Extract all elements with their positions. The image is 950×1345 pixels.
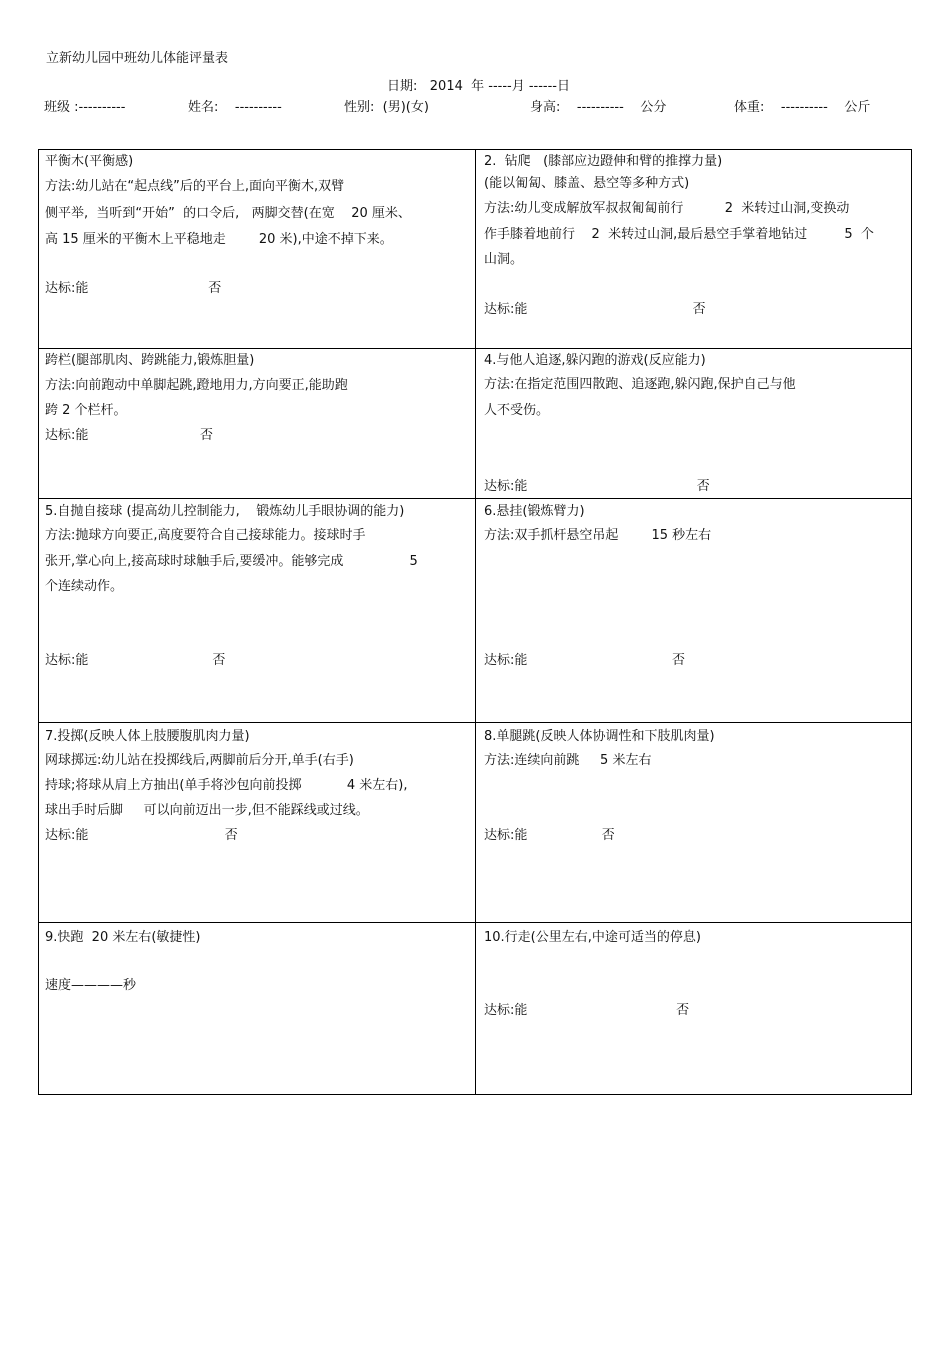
item-title: 7.投掷(反映人体上肢腰腹肌肉力量) — [45, 729, 250, 744]
item-title: 4.与他人追逐,躲闪跑的游戏(反应能力) — [484, 353, 706, 368]
item-method-line: 张开,掌心向上,接高球时球触手后,要缓冲。能够完成 5 — [45, 554, 418, 569]
item-method-line: (能以匍匐、膝盖、悬空等多种方式) — [484, 176, 690, 191]
item-standard: 达标:能 否 — [484, 479, 710, 494]
item-title: 平衡木(平衡感) — [45, 154, 134, 169]
item-title: 5.自抛自接球 (提高幼儿控制能力, 锻炼幼儿手眼协调的能力) — [45, 504, 405, 519]
item-standard: 达标:能 否 — [45, 281, 222, 296]
item-method-line: 方法:双手抓杆悬空吊起 15 秒左右 — [484, 528, 712, 543]
item-method-line: 持球;将球从肩上方抽出(单手将沙包向前投掷 4 米左右), — [45, 778, 408, 793]
gender-field: 性别: (男)(女) — [344, 100, 429, 115]
item-method-line: 方法:向前跑动中单脚起跳,蹬地用力,方向要正,能助跑 — [45, 378, 348, 393]
item-title: 跨栏(腿部肌肉、跨跳能力,锻炼胆量) — [45, 353, 255, 368]
item-method-line: 方法:幼儿站在“起点线”后的平台上,面向平衡木,双臂 — [45, 179, 345, 194]
item-standard: 达标:能 否 — [484, 1003, 690, 1018]
height-field: 身高: ---------- 公分 — [530, 100, 667, 115]
item-standard: 达标:能 否 — [45, 828, 238, 843]
item-method-line: 山洞。 — [484, 252, 524, 267]
item-standard: 达标:能 否 — [45, 428, 213, 443]
item-title: 8.单腿跳(反映人体协调性和下肢肌肉量) — [484, 729, 715, 744]
item-method-line: 人不受伤。 — [484, 403, 550, 418]
item-speed-line: 速度————秒 — [45, 978, 137, 993]
item-title: 2. 钻爬 (膝部应边蹬伸和臂的推撑力量) — [484, 154, 723, 169]
item-method-line: 方法:在指定范围四散跑、追逐跑,躲闪跑,保护自己与他 — [484, 377, 796, 392]
item-method-line: 个连续动作。 — [45, 579, 124, 594]
row-divider — [39, 722, 911, 723]
row-divider — [39, 498, 911, 499]
item-method-line: 方法:抛球方向要正,高度要符合自己接球能力。接球时手 — [45, 528, 366, 543]
item-method-line: 高 15 厘米的平衡木上平稳地走 20 米),中途不掉下来。 — [45, 232, 393, 247]
row-divider — [39, 922, 911, 923]
page-title: 立新幼儿园中班幼儿体能评量表 — [46, 51, 229, 66]
item-title: 6.悬挂(锻炼臂力) — [484, 504, 585, 519]
name-field: 姓名: ---------- — [188, 100, 282, 115]
assessment-table — [38, 149, 912, 1095]
row-divider — [39, 348, 911, 349]
item-method-line: 球出手时后脚 可以向前迈出一步,但不能踩线或过线。 — [45, 803, 369, 818]
item-method-line: 网球掷远:幼儿站在投掷线后,两脚前后分开,单手(右手) — [45, 753, 354, 768]
date-field: 日期: 2014 年 -----月 ------日 — [387, 79, 570, 94]
item-method-line: 方法:连续向前跳 5 米左右 — [484, 753, 652, 768]
item-method-line: 作手膝着地前行 2 米转过山洞,最后悬空手掌着地钻过 5 个 — [484, 227, 874, 242]
class-field: 班级 :---------- — [44, 100, 126, 115]
item-title: 10.行走(公里左右,中途可适当的停息) — [484, 930, 701, 945]
item-method-line: 方法:幼儿变成解放军叔叔匍匐前行 2 米转过山洞,变换动 — [484, 201, 850, 216]
item-method-line: 跨 2 个栏杆。 — [45, 403, 127, 418]
column-divider — [475, 150, 476, 1094]
item-method-line: 侧平举, 当听到“开始” 的口令后, 两脚交替(在宽 20 厘米、 — [45, 206, 411, 221]
item-standard: 达标:能 否 — [45, 653, 226, 668]
item-title: 9.快跑 20 米左右(敏捷性) — [45, 930, 201, 945]
item-standard: 达标:能 否 — [484, 653, 686, 668]
item-standard: 达标:能 否 — [484, 828, 615, 843]
weight-field: 体重: ---------- 公斤 — [734, 100, 871, 115]
item-standard: 达标:能 否 — [484, 302, 706, 317]
